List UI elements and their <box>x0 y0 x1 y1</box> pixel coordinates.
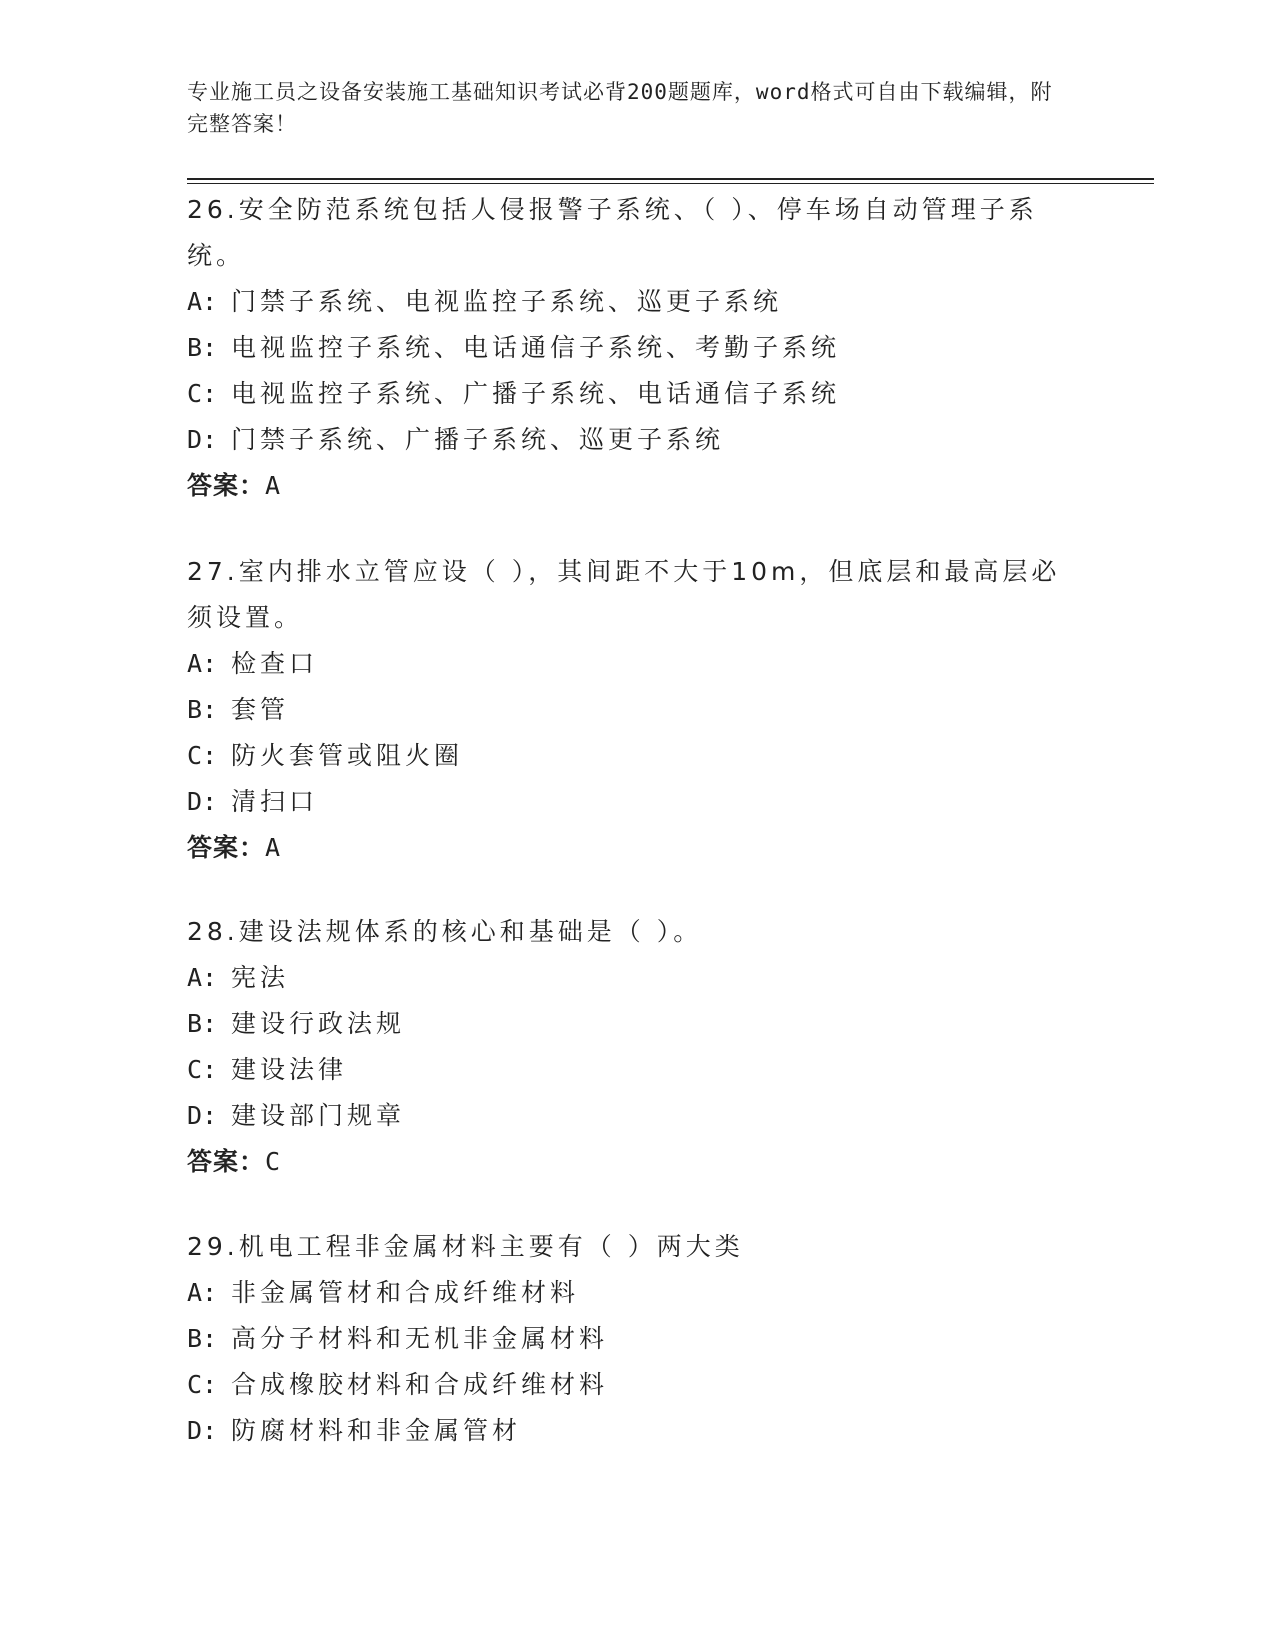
option-letter: D: <box>187 1101 218 1130</box>
option-letter: A: <box>187 963 218 992</box>
option-c <box>187 371 1087 417</box>
answer <box>187 1139 1087 1185</box>
question-28 <box>187 909 1087 1185</box>
answer-label: 答案： <box>187 833 266 862</box>
question-26 <box>187 187 1087 509</box>
option-d <box>187 417 1087 463</box>
option-text: 建设部门规章 <box>231 1101 406 1130</box>
option-text: 防火套管或阻火圈 <box>231 741 464 770</box>
option-b <box>187 325 1087 371</box>
header-divider-thick <box>187 178 1154 180</box>
option-b <box>187 687 1087 733</box>
answer <box>187 825 1087 871</box>
option-letter: A: <box>187 1278 218 1307</box>
option-text: 门禁子系统、电视监控子系统、巡更子系统 <box>231 287 783 316</box>
option-a <box>187 641 1087 687</box>
option-text: 合成橡胶材料和合成纤维材料 <box>231 1370 609 1399</box>
option-d <box>187 1408 1087 1454</box>
page-header: 专业施工员之设备安装施工基础知识考试必背200题题库，word格式可自由下载编辑，附完整答案！ <box>187 80 1053 136</box>
option-text: 检查口 <box>231 649 319 678</box>
option-letter: D: <box>187 787 218 816</box>
option-b <box>187 1316 1087 1362</box>
option-letter: D: <box>187 425 218 454</box>
option-a <box>187 279 1087 325</box>
option-text: 防腐材料和非金属管材 <box>231 1416 522 1445</box>
question-stem: 28.建设法规体系的核心和基础是（ ）。 <box>187 917 703 946</box>
option-c <box>187 1362 1087 1408</box>
option-c <box>187 733 1087 779</box>
option-text: 非金属管材和合成纤维材料 <box>231 1278 580 1307</box>
option-letter: B: <box>187 695 218 724</box>
option-text: 清扫口 <box>231 787 319 816</box>
option-a <box>187 1270 1087 1316</box>
option-letter: B: <box>187 1009 218 1038</box>
option-text: 门禁子系统、广播子系统、巡更子系统 <box>231 425 725 454</box>
option-d <box>187 1093 1087 1139</box>
answer-label: 答案： <box>187 471 266 500</box>
option-letter: D: <box>187 1416 218 1445</box>
option-c <box>187 1047 1087 1093</box>
option-letter: C: <box>187 379 218 408</box>
option-letter: C: <box>187 741 218 770</box>
option-text: 套管 <box>231 695 290 724</box>
answer-label: 答案： <box>187 1147 266 1176</box>
option-b <box>187 1001 1087 1047</box>
answer-value: A <box>265 833 282 862</box>
question-stem: 26.安全防范系统包括人侵报警子系统、（ ）、停车场自动管理子系统。 <box>187 195 1038 270</box>
option-text: 建设行政法规 <box>231 1009 406 1038</box>
header-divider-thin <box>187 183 1154 184</box>
option-text: 电视监控子系统、电话通信子系统、考勤子系统 <box>231 333 841 362</box>
question-29 <box>187 1224 1087 1454</box>
option-letter: B: <box>187 1324 218 1353</box>
answer-value: C <box>265 1147 282 1176</box>
option-text: 宪法 <box>231 963 290 992</box>
option-letter: A: <box>187 287 218 316</box>
question-stem: 27.室内排水立管应设（ ），其间距不大于10m，但底层和最高层必须设置。 <box>187 557 1061 632</box>
option-letter: A: <box>187 649 218 678</box>
option-a <box>187 955 1087 1001</box>
option-text: 高分子材料和无机非金属材料 <box>231 1324 609 1353</box>
question-stem: 29.机电工程非金属材料主要有（ ）两大类 <box>187 1232 744 1261</box>
option-text: 电视监控子系统、广播子系统、电话通信子系统 <box>231 379 841 408</box>
option-letter: B: <box>187 333 218 362</box>
option-d <box>187 779 1087 825</box>
option-text: 建设法律 <box>231 1055 348 1084</box>
answer-value: A <box>265 471 282 500</box>
question-27 <box>187 549 1087 871</box>
option-letter: C: <box>187 1370 218 1399</box>
answer <box>187 463 1087 509</box>
option-letter: C: <box>187 1055 218 1084</box>
